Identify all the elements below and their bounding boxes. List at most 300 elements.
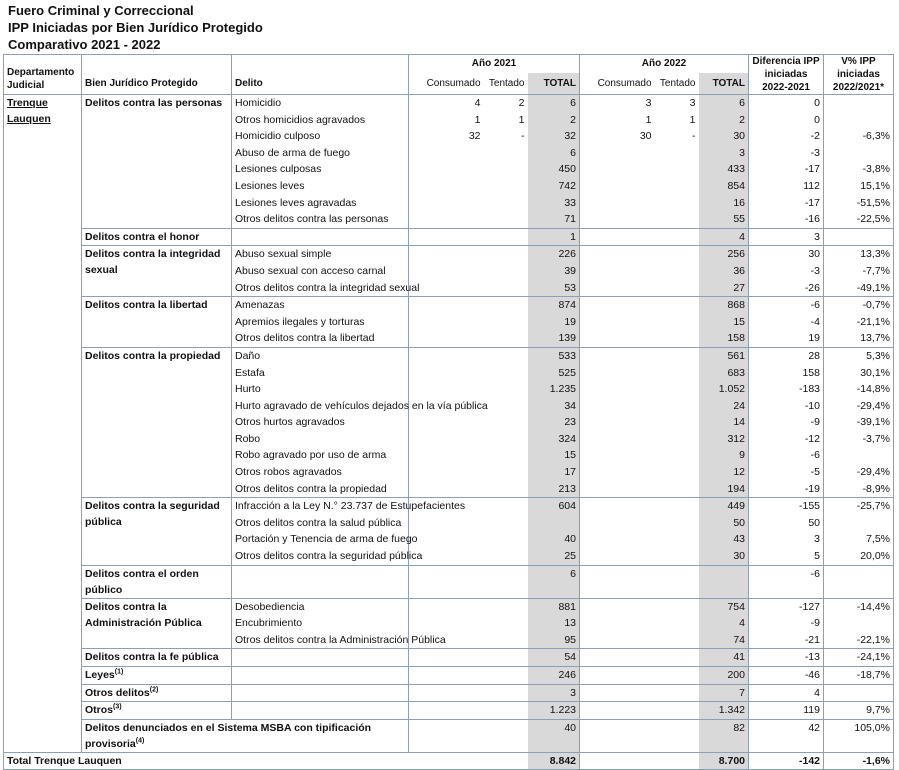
total-2022-cell: 754 xyxy=(699,598,749,615)
tentado-2021 xyxy=(484,228,528,246)
header-diferencia: Diferencia IPP iniciadas 2022-2021 xyxy=(749,55,824,95)
header-consumado-2022: Consumado xyxy=(580,73,655,95)
consumado-2022 xyxy=(580,365,655,382)
diferencia-cell: -16 xyxy=(749,211,824,228)
variacion-cell: -24,1% xyxy=(824,649,894,667)
total-2022: 8.700 xyxy=(699,752,749,770)
diferencia-cell: -17 xyxy=(749,161,824,178)
total-2022-cell: 1.052 xyxy=(699,381,749,398)
total-2021-cell: 604 xyxy=(528,498,580,515)
table-row xyxy=(4,649,894,667)
variacion-cell xyxy=(824,447,894,464)
tentado-2022 xyxy=(655,464,699,481)
bien-juridico: Delitos denunciados en el Sistema MSBA con tipificación provisoria$^{(4)}$ xyxy=(82,719,409,752)
table-row xyxy=(4,702,894,720)
total-2021-cell: 40 xyxy=(528,719,580,752)
total-2022-cell: 449 xyxy=(699,498,749,515)
delito: Homicidio culposo xyxy=(232,128,409,145)
diferencia-cell: -127 xyxy=(749,598,824,615)
consumado-2022 xyxy=(580,464,655,481)
total-2022-cell: 82 xyxy=(699,719,749,752)
total-2021-cell: 1.235 xyxy=(528,381,580,398)
diferencia-cell: 3 xyxy=(749,531,824,548)
consumado-2022 xyxy=(580,161,655,178)
tentado-2022: 1 xyxy=(689,113,696,126)
diferencia-cell: -155 xyxy=(749,498,824,515)
total-2022-cell: 4 xyxy=(699,615,749,632)
consumado-2021 xyxy=(409,702,484,720)
total-2021-cell: 2 xyxy=(528,112,580,129)
consumado-2022 xyxy=(580,515,655,532)
consumado-2022 xyxy=(580,431,655,448)
consumado-2021 xyxy=(409,161,484,178)
header-departamento: Departamento Judicial xyxy=(4,55,82,95)
bien-juridico: Delitos contra la integridad sexual xyxy=(82,246,232,297)
tentado-2022 xyxy=(655,280,699,297)
consumado-2021 xyxy=(409,615,484,632)
consumado-2021 xyxy=(409,515,484,532)
consumado-2022 xyxy=(580,649,655,667)
variacion-cell xyxy=(824,228,894,246)
variacion-cell: 20,0% xyxy=(824,548,894,565)
consumado-2022 xyxy=(580,447,655,464)
tentado-2021 xyxy=(484,431,528,448)
tentado-2021 xyxy=(484,195,528,212)
tentado-2022 xyxy=(655,481,699,498)
delito: Apremios ilegales y torturas xyxy=(232,314,409,331)
diferencia-cell: -21 xyxy=(749,632,824,649)
delito: Lesiones culposas xyxy=(232,161,409,178)
total-label: Total Trenque Lauquen xyxy=(4,752,528,770)
delito: Otros homicidios agravados xyxy=(232,112,409,129)
bien-juridico: Delitos contra el orden público xyxy=(82,565,232,598)
table-row xyxy=(4,228,894,246)
tentado-2022 xyxy=(655,414,699,431)
diferencia-cell: 112 xyxy=(749,178,824,195)
total-2021-cell xyxy=(528,515,580,532)
consumado-2022 xyxy=(580,632,655,649)
variacion-cell: 9,7% xyxy=(824,702,894,720)
table-row xyxy=(4,667,894,685)
delito: Abuso de arma de fuego xyxy=(232,145,409,162)
tentado-2022 xyxy=(655,246,699,263)
tentado-2021 xyxy=(484,598,528,615)
consumado-2021 xyxy=(409,531,484,548)
consumado-2022 xyxy=(580,565,655,598)
tentado-2022 xyxy=(655,330,699,347)
consumado-2021 xyxy=(409,381,484,398)
tentado-2021: 1 xyxy=(518,113,525,126)
tentado-2022 xyxy=(655,531,699,548)
table-row xyxy=(4,719,894,752)
consumado-2021 xyxy=(409,447,484,464)
tentado-2022 xyxy=(655,649,699,667)
variacion-cell: -25,7% xyxy=(824,498,894,515)
diferencia-cell: 0 xyxy=(749,112,824,129)
tentado-2021 xyxy=(484,297,528,314)
total-2021-cell: 450 xyxy=(528,161,580,178)
bien-juridico: Delitos contra el honor xyxy=(82,228,232,246)
consumado-2021 xyxy=(409,598,484,615)
delito: Amenazas xyxy=(232,297,409,314)
diferencia-cell: 19 xyxy=(749,330,824,347)
header-delito: Delito xyxy=(232,55,409,95)
consumado-2021 xyxy=(409,667,484,685)
table-row xyxy=(4,684,894,702)
tentado-2021 xyxy=(484,178,528,195)
total-2022-cell: 74 xyxy=(699,632,749,649)
tentado-2021 xyxy=(484,531,528,548)
total-2022-cell: 7 xyxy=(699,684,749,702)
consumado-2021 xyxy=(409,246,484,263)
delito: Robo xyxy=(232,431,409,448)
consumado-2021 xyxy=(409,431,484,448)
tentado-2022 xyxy=(655,145,699,162)
diferencia-cell: 158 xyxy=(749,365,824,382)
total-2021-cell: 34 xyxy=(528,398,580,415)
tentado-2021 xyxy=(484,515,528,532)
consumado-2022 xyxy=(580,598,655,615)
consumado-2021 xyxy=(409,263,484,280)
variacion-cell: 7,5% xyxy=(824,531,894,548)
delito: Otros delitos contra la seguridad pública xyxy=(232,548,409,565)
variacion-cell: -14,8% xyxy=(824,381,894,398)
consumado-2022: 3 xyxy=(580,95,655,112)
diferencia-cell: -19 xyxy=(749,481,824,498)
delito xyxy=(232,702,409,720)
total-2021-cell: 19 xyxy=(528,314,580,331)
consumado-2022 xyxy=(580,481,655,498)
total-2022-cell: 16 xyxy=(699,195,749,212)
tentado-2021 xyxy=(484,702,528,720)
tentado-2022 xyxy=(655,447,699,464)
variacion-cell: -0,7% xyxy=(824,297,894,314)
consumado-2022 xyxy=(580,347,655,364)
delito: Desobediencia xyxy=(232,598,409,615)
variacion-cell: -18,7% xyxy=(824,667,894,685)
total-2021-cell: 246 xyxy=(528,667,580,685)
consumado-2022 xyxy=(580,211,655,228)
consumado-2022 xyxy=(580,531,655,548)
variacion-cell: -14,4% xyxy=(824,598,894,615)
report-title-line-3: Comparativo 2021 - 2022 xyxy=(8,37,161,52)
total-2022-cell: 6 xyxy=(699,95,749,112)
tentado-2021 xyxy=(484,615,528,632)
tentado-2021 xyxy=(484,145,528,162)
consumado-2021 xyxy=(409,719,484,752)
diferencia-cell: -46 xyxy=(749,667,824,685)
total-2022-cell: 561 xyxy=(699,347,749,364)
tentado-2022 xyxy=(655,632,699,649)
consumado-2021 xyxy=(409,178,484,195)
ipp-table-wrapper xyxy=(3,54,893,770)
report-title-line-1: Fuero Criminal y Correccional xyxy=(8,3,194,18)
tentado-2021 xyxy=(484,684,528,702)
header-bien-juridico: Bien Jurídico Protegido xyxy=(82,55,232,95)
total-2022-cell: 30 xyxy=(699,548,749,565)
consumado-2021 xyxy=(409,228,484,246)
consumado-2022 xyxy=(580,145,655,162)
table-row xyxy=(4,347,894,364)
diferencia-cell: -183 xyxy=(749,381,824,398)
delito: Robo agravado por uso de arma xyxy=(232,447,409,464)
variacion-cell: -3,8% xyxy=(824,161,894,178)
table-row xyxy=(4,598,894,615)
delito: Otros robos agravados xyxy=(232,464,409,481)
diferencia-cell: -13 xyxy=(749,649,824,667)
total-2021-cell: 525 xyxy=(528,365,580,382)
delito xyxy=(232,565,409,598)
diferencia-cell: 4 xyxy=(749,684,824,702)
variacion-cell: -8,9% xyxy=(824,481,894,498)
bien-juridico: Leyes$^{(1)}$ xyxy=(82,667,232,685)
tentado-2022 xyxy=(655,347,699,364)
variacion-cell: -6,3% xyxy=(824,128,894,145)
tentado-2022 xyxy=(655,598,699,615)
total-2021: 8.842 xyxy=(528,752,580,770)
ipp-table xyxy=(3,54,894,770)
total-row xyxy=(4,752,894,770)
total-2021-cell: 25 xyxy=(528,548,580,565)
bien-juridico: Delitos contra la Administración Pública xyxy=(82,598,232,649)
total-2021-cell: 6 xyxy=(528,145,580,162)
diferencia-cell: 0 xyxy=(749,95,824,112)
tentado-2021 xyxy=(484,719,528,752)
tentado-2021 xyxy=(484,280,528,297)
tentado-2022 xyxy=(655,381,699,398)
delito: Infracción a la Ley N.° 23.737 de Estupefacientes xyxy=(232,498,409,515)
total-2021-cell: 53 xyxy=(528,280,580,297)
tentado-2022 xyxy=(655,297,699,314)
variacion-cell: -51,5% xyxy=(824,195,894,212)
consumado-2021: 4 xyxy=(409,95,484,112)
consumado-2022 xyxy=(580,330,655,347)
delito: Portación y Tenencia de arma de fuego xyxy=(232,531,409,548)
tentado-2021 xyxy=(484,548,528,565)
total-2021-cell: 40 xyxy=(528,531,580,548)
total-2022-cell: 27 xyxy=(699,280,749,297)
delito: Otros delitos contra las personas xyxy=(232,211,409,228)
variacion-cell: 13,3% xyxy=(824,246,894,263)
consumado-2022 xyxy=(580,615,655,632)
consumado-2022 xyxy=(580,702,655,720)
variacion-cell: -49,1% xyxy=(824,280,894,297)
total-2021-cell: 6 xyxy=(528,565,580,598)
diferencia-cell: 3 xyxy=(749,228,824,246)
bien-juridico: Otros delitos$^{(2)}$ xyxy=(82,684,232,702)
tentado-2022 xyxy=(655,228,699,246)
diferencia-cell: -9 xyxy=(749,615,824,632)
consumado-2022 xyxy=(580,381,655,398)
variacion-cell xyxy=(824,515,894,532)
diferencia-cell: -5 xyxy=(749,464,824,481)
tentado-2022: 3 xyxy=(655,95,699,112)
total-2022-cell: 36 xyxy=(699,263,749,280)
header-tentado-2021: Tentado xyxy=(484,73,528,95)
delito: Lesiones leves xyxy=(232,178,409,195)
departamento-judicial xyxy=(4,95,82,753)
variacion-cell xyxy=(824,615,894,632)
total-2021-cell: 6 xyxy=(528,95,580,112)
bien-juridico: Delitos contra la libertad xyxy=(82,297,232,348)
variacion-cell: -22,5% xyxy=(824,211,894,228)
consumado-2021 xyxy=(409,211,484,228)
delito: Abuso sexual con acceso carnal xyxy=(232,263,409,280)
total-2022-cell: 854 xyxy=(699,178,749,195)
delito: Daño xyxy=(232,347,409,364)
tentado-2022 xyxy=(655,667,699,685)
consumado-2022: 1 xyxy=(645,113,652,126)
consumado-2021 xyxy=(409,280,484,297)
variacion-cell xyxy=(824,565,894,598)
total-2021-cell: 33 xyxy=(528,195,580,212)
tentado-2022 xyxy=(655,615,699,632)
consumado-2021: 1 xyxy=(474,113,481,126)
total-2022-cell: 41 xyxy=(699,649,749,667)
consumado-2022 xyxy=(580,246,655,263)
total-2021-cell: 95 xyxy=(528,632,580,649)
total-2022-cell: 683 xyxy=(699,365,749,382)
table-row xyxy=(4,297,894,314)
tentado-2021 xyxy=(484,246,528,263)
total-2021-cell: 54 xyxy=(528,649,580,667)
variacion-cell: 13,7% xyxy=(824,330,894,347)
tentado-2021 xyxy=(484,314,528,331)
tentado-2022 xyxy=(655,702,699,720)
total-2022-cell: 43 xyxy=(699,531,749,548)
consumado-2022 xyxy=(580,195,655,212)
delito xyxy=(232,228,409,246)
header-total-2021: TOTAL xyxy=(528,73,580,95)
total-2022-cell: 194 xyxy=(699,481,749,498)
total-2021-cell: 1 xyxy=(528,228,580,246)
diferencia-cell: -4 xyxy=(749,314,824,331)
variacion-cell: 30,1% xyxy=(824,365,894,382)
variacion-cell: -39,1% xyxy=(824,414,894,431)
total-2022-cell: 868 xyxy=(699,297,749,314)
consumado-2022 xyxy=(580,314,655,331)
consumado-2021 xyxy=(409,330,484,347)
tentado-2021 xyxy=(484,667,528,685)
delito: Lesiones leves agravadas xyxy=(232,195,409,212)
total-2022-cell: 24 xyxy=(699,398,749,415)
consumado-2022 xyxy=(580,719,655,752)
delito xyxy=(232,667,409,685)
total-2022-cell: 50 xyxy=(699,515,749,532)
tentado-2021 xyxy=(484,365,528,382)
total-2021-cell: 13 xyxy=(528,615,580,632)
consumado-2021 xyxy=(409,649,484,667)
consumado-2022 xyxy=(580,280,655,297)
variacion-cell xyxy=(824,145,894,162)
consumado-2021: 32 xyxy=(468,130,481,143)
tentado-2021: 2 xyxy=(484,95,528,112)
variacion-cell: -22,1% xyxy=(824,632,894,649)
variacion-cell xyxy=(824,95,894,112)
table-footer xyxy=(4,752,894,770)
consumado-2021 xyxy=(409,414,484,431)
delito: Abuso sexual simple xyxy=(232,246,409,263)
variacion-cell: -29,4% xyxy=(824,464,894,481)
tentado-2021 xyxy=(484,330,528,347)
diferencia-cell: -10 xyxy=(749,398,824,415)
total-2021-cell: 139 xyxy=(528,330,580,347)
total-2021-cell: 23 xyxy=(528,414,580,431)
total-2022-cell: 433 xyxy=(699,161,749,178)
header-variacion: V% IPP iniciadas 2022/2021* xyxy=(824,55,894,95)
tentado-2021 xyxy=(484,211,528,228)
total-2021-cell: 324 xyxy=(528,431,580,448)
diferencia-cell: -6 xyxy=(749,297,824,314)
variacion-cell: -29,4% xyxy=(824,398,894,415)
table-row xyxy=(4,565,894,598)
consumado-2021 xyxy=(409,684,484,702)
total-2021-cell: 226 xyxy=(528,246,580,263)
variacion-cell xyxy=(824,112,894,129)
total-2021-cell: 881 xyxy=(528,598,580,615)
delito xyxy=(232,649,409,667)
bien-juridico: Delitos contra la fe pública xyxy=(82,649,232,667)
total-2022-cell: 256 xyxy=(699,246,749,263)
tentado-2021: - xyxy=(521,130,525,143)
total-2022-cell: 158 xyxy=(699,330,749,347)
variacion-cell: 15,1% xyxy=(824,178,894,195)
total-variacion: -1,6% xyxy=(824,752,894,770)
consumado-2022 xyxy=(580,263,655,280)
variacion-cell: -21,1% xyxy=(824,314,894,331)
variacion-cell: 105,0% xyxy=(824,719,894,752)
variacion-cell: 5,3% xyxy=(824,347,894,364)
tentado-2021 xyxy=(484,464,528,481)
table-row xyxy=(4,95,894,112)
report-header xyxy=(8,2,263,53)
tentado-2022 xyxy=(655,719,699,752)
tentado-2022 xyxy=(655,178,699,195)
diferencia-cell: -3 xyxy=(749,263,824,280)
tentado-2021 xyxy=(484,161,528,178)
total-2022-cell: 55 xyxy=(699,211,749,228)
header-anio-2021: Año 2021 xyxy=(409,55,580,73)
consumado-2022 xyxy=(580,684,655,702)
consumado-2021 xyxy=(409,481,484,498)
total-2022-cell: 30 xyxy=(699,128,749,145)
total-2022-cell: 1.342 xyxy=(699,702,749,720)
tentado-2021 xyxy=(484,347,528,364)
header-consumado-2021: Consumado xyxy=(409,73,484,95)
total-2022-cell: 312 xyxy=(699,431,749,448)
delito: Otros hurtos agravados xyxy=(232,414,409,431)
consumado-2022 xyxy=(580,667,655,685)
total-2022-cell: 3 xyxy=(699,145,749,162)
tentado-2021 xyxy=(484,381,528,398)
total-2021-cell: 533 xyxy=(528,347,580,364)
header-total-2022: TOTAL xyxy=(699,73,749,95)
variacion-cell xyxy=(824,684,894,702)
diferencia-cell: 5 xyxy=(749,548,824,565)
consumado-2021 xyxy=(409,145,484,162)
delito: Otros delitos contra la Administración Pública xyxy=(232,632,409,649)
tentado-2022 xyxy=(655,431,699,448)
diferencia-cell: 42 xyxy=(749,719,824,752)
tentado-2021 xyxy=(484,632,528,649)
tentado-2022 xyxy=(655,548,699,565)
total-2021-cell: 71 xyxy=(528,211,580,228)
tentado-2022 xyxy=(655,161,699,178)
departamento-label: Trenque Lauquen xyxy=(7,97,51,125)
consumado-2021 xyxy=(409,297,484,314)
total-diferencia: -142 xyxy=(749,752,824,770)
bien-juridico: Delitos contra la propiedad xyxy=(82,347,232,497)
